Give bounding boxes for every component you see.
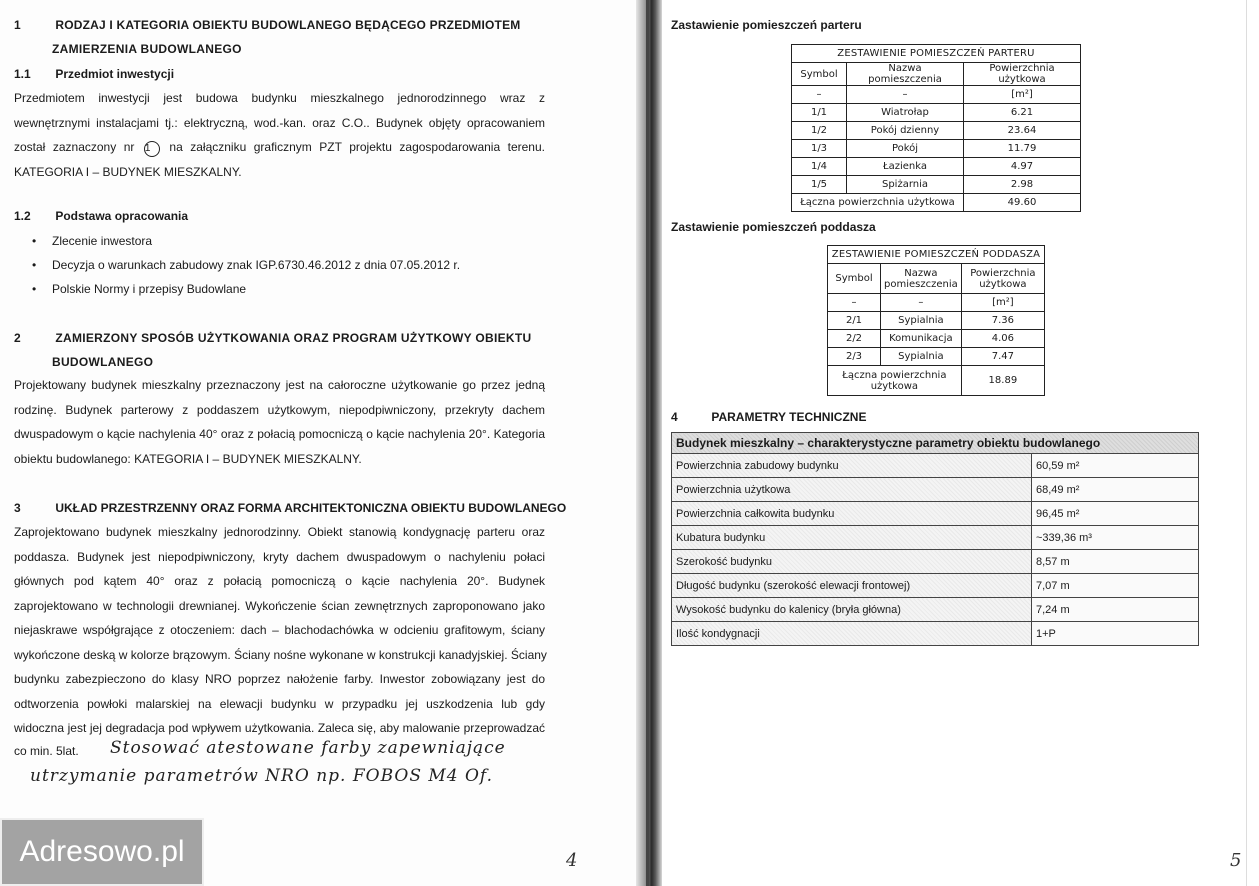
book-gutter xyxy=(636,0,662,886)
text-line: rodzinę. Budynek parterowy z poddaszem użytkowym, niepodpiwniczony, przekryty dachem xyxy=(14,402,545,417)
text-line: głównych pod kątem 40° oraz z połacią pomocniczą o kącie nachylenia 20°. Budynek xyxy=(14,574,545,588)
section-1-1-body xyxy=(14,86,545,184)
total-row xyxy=(828,366,1045,396)
cell-name: Sypialnia xyxy=(881,348,962,366)
cell-symbol: 2/1 xyxy=(828,312,881,330)
section-2-title-line-2: BUDOWLANEGO xyxy=(52,355,154,369)
text-line: Przedmiotem inwestycji jest budowa budynku mieszkalnego jednorodzinnego wraz z xyxy=(14,91,545,105)
section-3-body xyxy=(14,520,545,741)
param-label: Powierzchnia zabudowy budynku xyxy=(672,454,1032,478)
cell-symbol: 1/3 xyxy=(792,140,847,158)
text-line: wewnętrznymi instalacjami tj.: elektryczną, wod.-kan. oraz C.O.. Budynek objęty opracowaniem xyxy=(14,115,545,130)
table-row xyxy=(792,158,1081,176)
page-edge xyxy=(1246,0,1247,886)
cell-name: Pokój xyxy=(847,140,964,158)
text-line: odtworzenia powłoki malarskiej na elewacji budynku w przypadku jej uszkodzenia lub gdy xyxy=(14,696,545,711)
total-value: 49.60 xyxy=(964,194,1081,212)
text-line xyxy=(14,135,545,160)
bullet-item: • Zlecenie inwestora xyxy=(32,234,153,248)
section-title-line-1: ZAMIERZONY SPOSÓB UŻYTKOWANIA ORAZ PROGRAM UŻYTKOWY OBIEKTU xyxy=(55,331,532,345)
param-value: 7,24 m xyxy=(1032,598,1199,622)
unit-cell: – xyxy=(828,294,881,312)
parameters-table xyxy=(671,432,1199,646)
plot-number-circle: 1 xyxy=(144,141,160,157)
table-row xyxy=(828,348,1045,366)
cell-area: 7.47 xyxy=(961,348,1044,366)
table-row xyxy=(792,176,1081,194)
book-gutter-line xyxy=(646,0,649,886)
table-title: ZESTAWIENIE POMIESZCZEŃ PARTERU xyxy=(792,45,1081,63)
section-2-heading xyxy=(14,331,532,345)
section-title: UKŁAD PRZESTRZENNY ORAZ FORMA ARCHITEKTONICZNA OBIEKTU BUDOWLANEGO xyxy=(55,501,567,515)
text-line: dwuspadowym o kącie nachylenia 40° oraz z połacią pomocniczą o kącie nachylenia 20°. Kategoria xyxy=(14,427,545,441)
section-1-title-line-2: ZAMIERZENIA BUDOWLANEGO xyxy=(52,42,242,56)
text-line: budynku zabezpieczono do klasy NRO poprzez nałożenie farby. Inwestor zobowiązany jest do xyxy=(14,672,545,686)
header-cell: Nazwa pomieszczenia xyxy=(847,63,964,86)
table-row xyxy=(828,330,1045,348)
unit-cell: – xyxy=(792,86,847,104)
param-label: Powierzchnia użytkowa xyxy=(672,478,1032,502)
parter-table xyxy=(791,44,1081,212)
param-label: Ilość kondygnacji xyxy=(672,622,1032,646)
page-number: 4 xyxy=(566,850,578,871)
unit-cell: – xyxy=(847,86,964,104)
cell-area: 11.79 xyxy=(964,140,1081,158)
table-row xyxy=(672,526,1199,550)
section-1-2-heading xyxy=(14,209,188,223)
cell-area: 23.64 xyxy=(964,122,1081,140)
table-row xyxy=(792,122,1081,140)
table-row xyxy=(672,454,1199,478)
cell-area: 6.21 xyxy=(964,104,1081,122)
header-cell: Symbol xyxy=(792,63,847,86)
param-value: ~339,36 m³ xyxy=(1032,526,1199,550)
section-1-1-heading xyxy=(14,67,174,81)
section-title: Przedmiot inwestycji xyxy=(55,67,175,81)
unit-cell: – xyxy=(881,294,962,312)
cell-symbol: 2/3 xyxy=(828,348,881,366)
section-1-heading xyxy=(14,18,520,32)
text-line: niejaskrawe współgrające z otoczeniem: dach – blachodachówka w odcieniu grafitowym, ściany xyxy=(14,623,545,637)
table-row xyxy=(792,140,1081,158)
param-label: Kubatura budynku xyxy=(672,526,1032,550)
text-fragment: na załączniku graficznym PZT projektu zagospodarowania terenu. xyxy=(169,140,545,154)
last-line: co min. 5lat. xyxy=(14,744,79,758)
cell-symbol: 1/1 xyxy=(792,104,847,122)
section-number: 3 xyxy=(14,501,21,515)
cell-symbol: 1/4 xyxy=(792,158,847,176)
total-value: 18.89 xyxy=(961,366,1044,396)
cell-name: Sypialnia xyxy=(881,312,962,330)
table-row xyxy=(828,312,1045,330)
cell-name: Łazienka xyxy=(847,158,964,176)
total-row xyxy=(792,194,1081,212)
param-label: Powierzchnia całkowita budynku xyxy=(672,502,1032,526)
unit-cell: [m²] xyxy=(964,86,1081,104)
text-line: Zaprojektowano budynek mieszkalny jednorodzinny. Obiekt stanowią kondygnację parteru oraz xyxy=(14,525,545,539)
section-4-heading xyxy=(671,410,866,424)
unit-cell: [m²] xyxy=(961,294,1044,312)
cell-area: 7.36 xyxy=(961,312,1044,330)
cell-symbol: 2/2 xyxy=(828,330,881,348)
table-row xyxy=(672,550,1199,574)
section-2-body xyxy=(14,373,545,471)
text-line: Projektowany budynek mieszkalny przeznaczony jest na całoroczne użytkowanie go przez jedną xyxy=(14,378,545,392)
poddasze-table xyxy=(827,245,1045,396)
cell-area: 4.06 xyxy=(961,330,1044,348)
cell-name: Komunikacja xyxy=(881,330,962,348)
text-line: KATEGORIA I – BUDYNEK MIESZKALNY. xyxy=(14,164,242,179)
poddasze-heading: Zastawienie pomieszczeń poddasza xyxy=(671,220,876,234)
cell-symbol: 1/2 xyxy=(792,122,847,140)
param-value: 8,57 m xyxy=(1032,550,1199,574)
text-line: obiektu budowlanego: KATEGORIA I – BUDYNEK MIESZKALNY. xyxy=(14,451,362,466)
header-cell: Symbol xyxy=(828,264,881,294)
text-fragment: został zaznaczony nr xyxy=(14,140,135,154)
section-number: 4 xyxy=(671,410,678,424)
header-cell: Powierzchnia użytkowa xyxy=(961,264,1044,294)
section-number: 1.2 xyxy=(14,209,31,223)
section-title: PARAMETRY TECHNICZNE xyxy=(711,410,867,424)
header-cell: Nazwa pomieszczenia xyxy=(881,264,962,294)
cell-symbol: 1/5 xyxy=(792,176,847,194)
text-line: zaprojektowano w technologii drewnianej. Wykończenie ścian zewnętrznych zaproponowano jako xyxy=(14,598,545,613)
cell-name: Wiatrołap xyxy=(847,104,964,122)
handwritten-note-1: Stosować atestowane farby zapewniające xyxy=(110,738,506,758)
param-label: Długość budynku (szerokość elewacji frontowej) xyxy=(672,574,1032,598)
table-row xyxy=(672,622,1199,646)
table-row xyxy=(672,502,1199,526)
bullet-text: Zlecenie inwestora xyxy=(52,234,153,248)
bullet-item: • Polskie Normy i przepisy Budowlane xyxy=(32,282,247,296)
section-3-heading xyxy=(14,501,566,515)
param-value: 60,59 m² xyxy=(1032,454,1199,478)
adresowo-watermark: Adresowo.pl xyxy=(0,818,204,886)
text-line: poddasza. Budynek jest niepodpiwniczony, kryty dachem dwuspadowym o nachyleniu połaci xyxy=(14,549,545,564)
cell-area: 4.97 xyxy=(964,158,1081,176)
param-value: 1+P xyxy=(1032,622,1199,646)
bullet-text: Polskie Normy i przepisy Budowlane xyxy=(52,282,247,296)
total-label: Łączna powierzchnia użytkowa xyxy=(828,366,962,396)
bullet-text: Decyzja o warunkach zabudowy znak IGP.6730.46.2012 z dnia 07.05.2012 r. xyxy=(52,258,461,272)
table-row xyxy=(792,104,1081,122)
table-row xyxy=(672,598,1199,622)
param-value: 7,07 m xyxy=(1032,574,1199,598)
total-label: Łączna powierzchnia użytkowa xyxy=(792,194,964,212)
parter-heading: Zastawienie pomieszczeń parteru xyxy=(671,18,862,32)
param-value: 96,45 m² xyxy=(1032,502,1199,526)
table-row xyxy=(672,574,1199,598)
param-label: Szerokość budynku xyxy=(672,550,1032,574)
bullet-item: • Decyzja o warunkach zabudowy znak IGP.6730.46.2012 z dnia 07.05.2012 r. xyxy=(32,258,461,272)
param-value: 68,49 m² xyxy=(1032,478,1199,502)
header-cell: Powierzchnia użytkowa xyxy=(964,63,1081,86)
cell-name: Spiżarnia xyxy=(847,176,964,194)
cell-name: Pokój dzienny xyxy=(847,122,964,140)
section-number: 2 xyxy=(14,331,21,345)
table-row xyxy=(672,478,1199,502)
text-line: wykończone deską w kolorze brązowym. Ściany nośne wykonane w konstrukcji kanadyjskiej. Ściany xyxy=(14,647,547,662)
handwritten-note-2: utrzymanie parametrów NRO np. FOBOS M4 Of. xyxy=(30,766,494,786)
section-number: 1.1 xyxy=(14,67,31,81)
section-title-line-1: RODZAJ I KATEGORIA OBIEKTU BUDOWLANEGO BĘDĄCEGO PRZEDMIOTEM xyxy=(55,18,521,32)
text-line: widoczna jest jej degradacja pod wpływem użytkowania. Zaleca się, aby malowanie przeprowadzać xyxy=(14,721,545,735)
table-title: ZESTAWIENIE POMIESZCZEŃ PODDASZA xyxy=(828,246,1045,264)
parameters-header: Budynek mieszkalny – charakterystyczne parametry obiektu budowlanego xyxy=(672,433,1199,454)
section-number: 1 xyxy=(14,18,21,32)
page-number: 5 xyxy=(1230,850,1242,871)
section-title: Podstawa opracowania xyxy=(55,209,189,223)
cell-area: 2.98 xyxy=(964,176,1081,194)
param-label: Wysokość budynku do kalenicy (bryła główna) xyxy=(672,598,1032,622)
